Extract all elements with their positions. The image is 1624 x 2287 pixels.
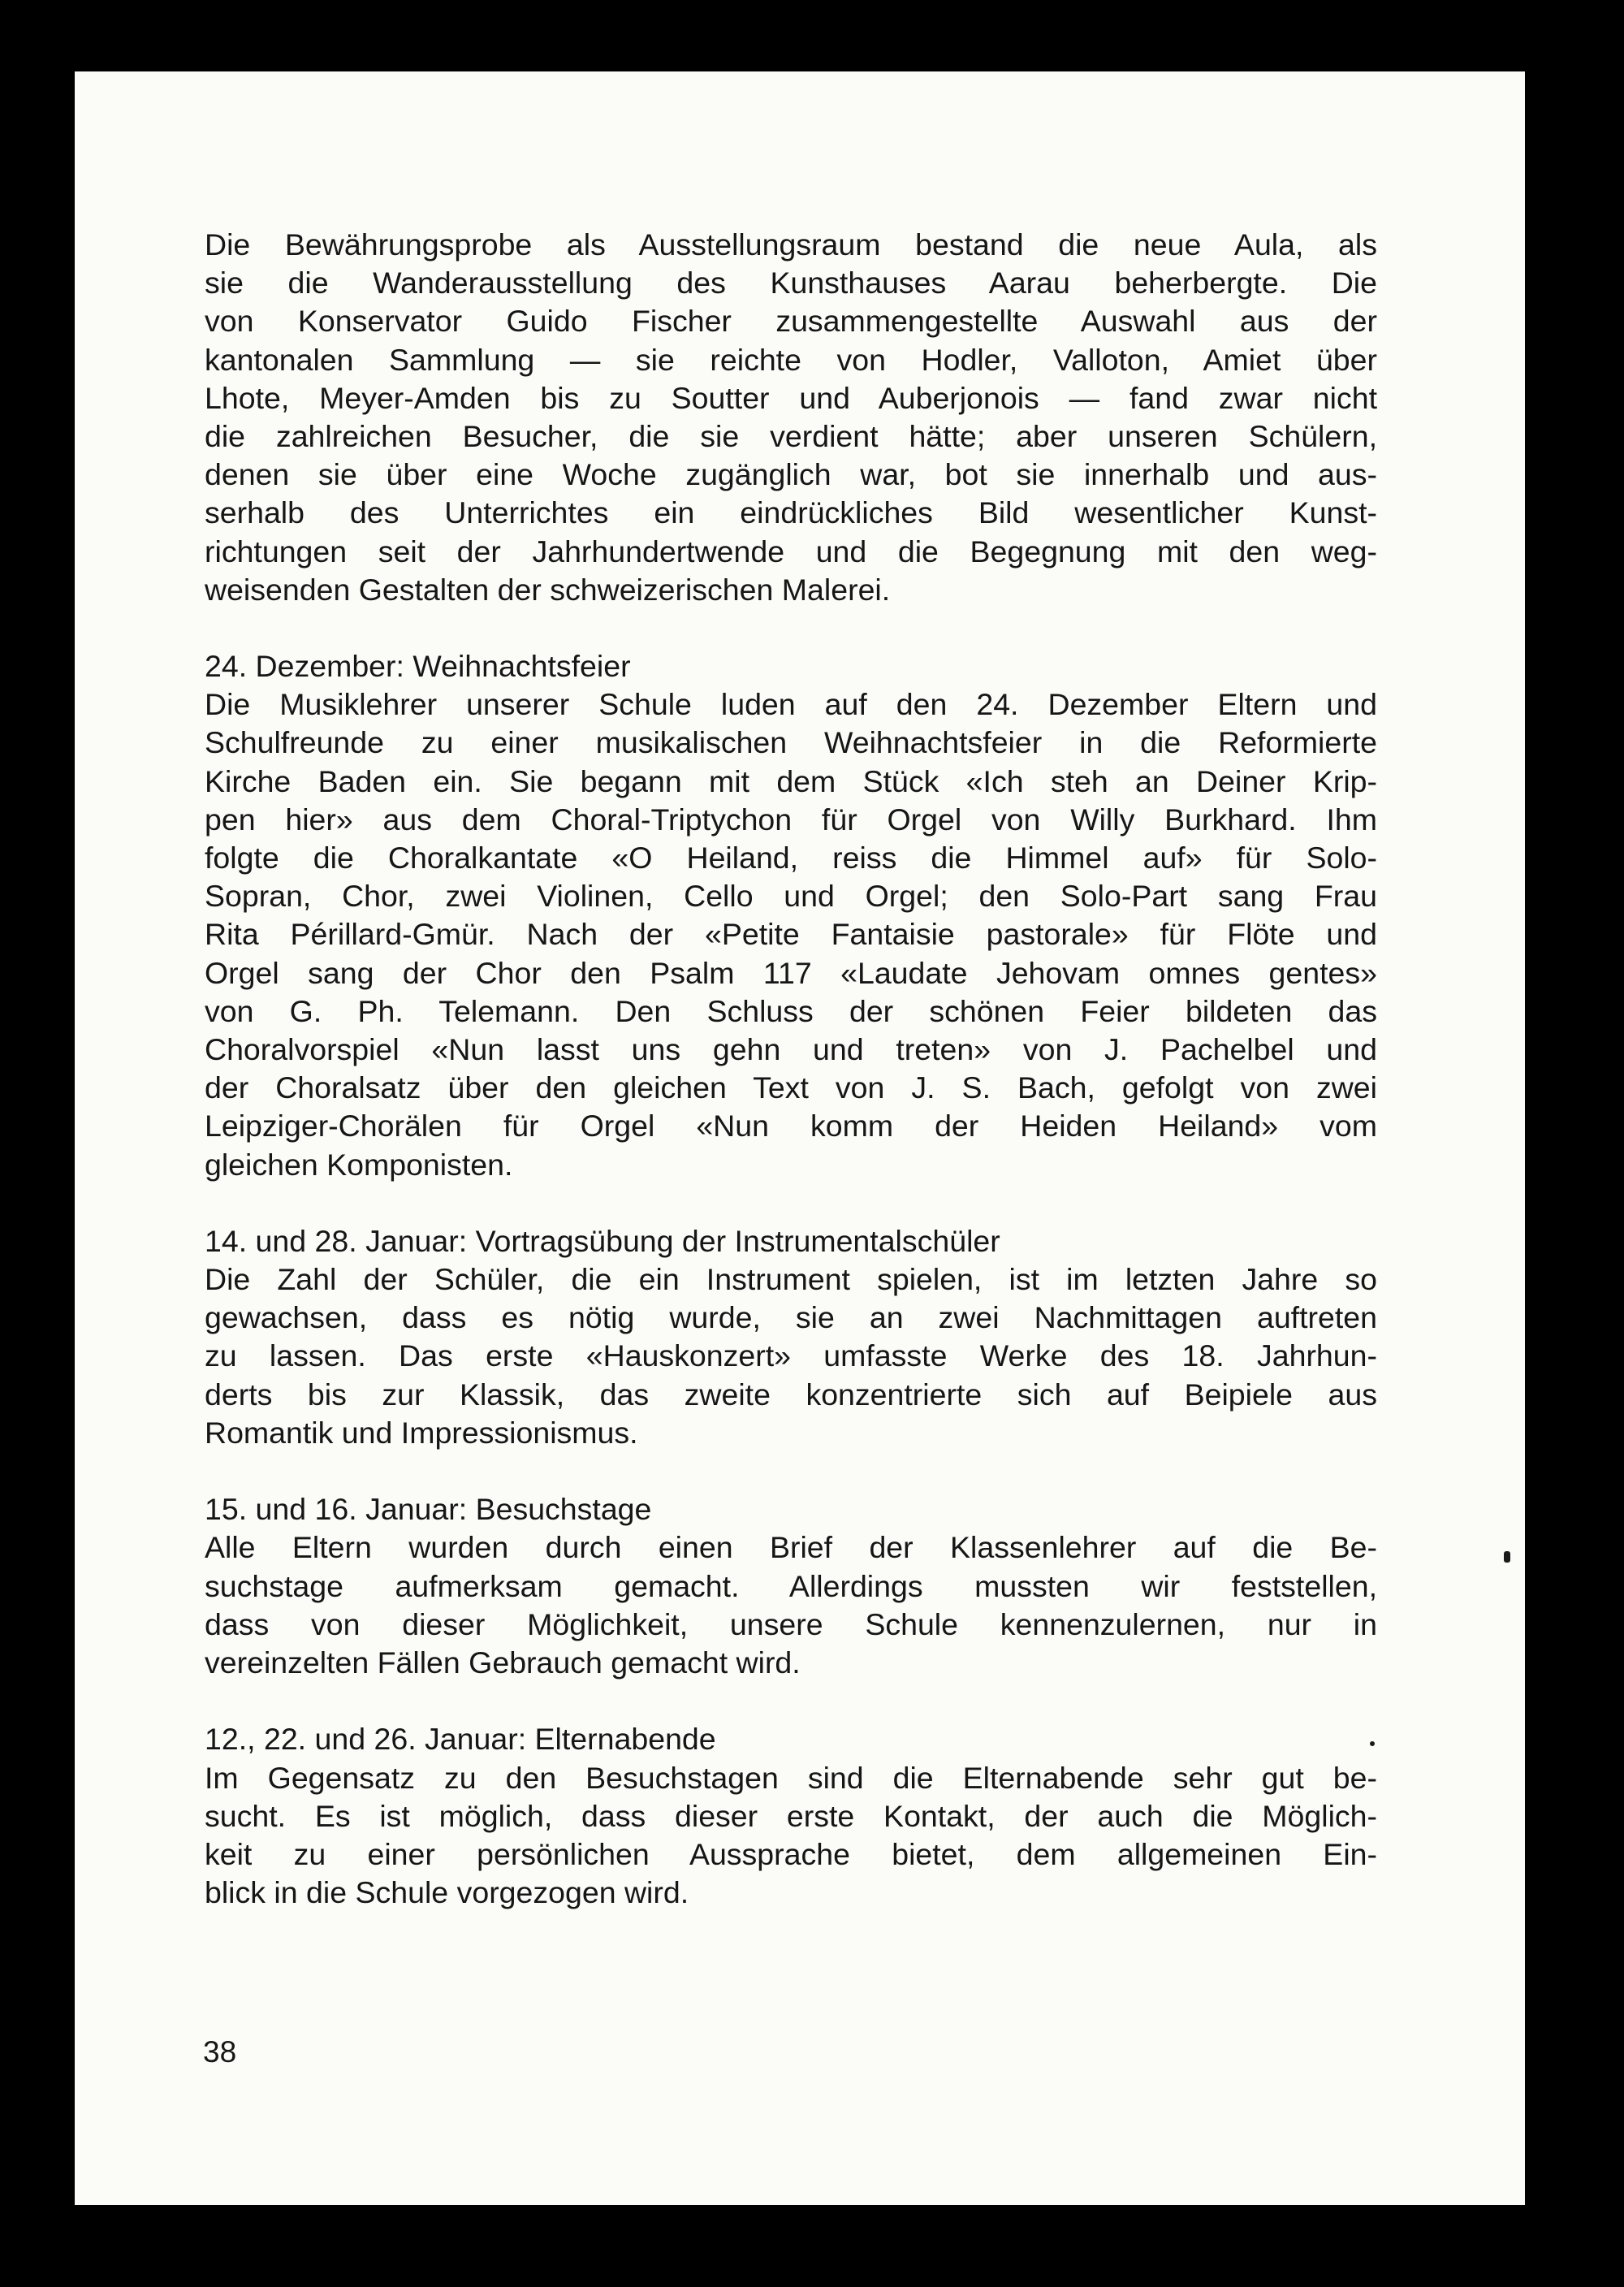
text-line: richtungen seit der Jahrhundertwende und die Begegnung mit den weg- — [205, 534, 1377, 569]
text-line: die zahlreichen Besucher, die sie verdient hätte; aber unseren Schülern, — [205, 418, 1377, 453]
document-page — [75, 71, 1525, 2205]
text-line: serhalb des Unterrichtes ein eindrückliches Bild wesentlicher Kunst- — [205, 495, 1377, 530]
text-line: pen hier» aus dem Choral-Triptychon für Orgel von Willy Burkhard. Ihm — [205, 802, 1377, 837]
text-line: keit zu einer persönlichen Aussprache bietet, dem allgemeinen Ein- — [205, 1836, 1377, 1871]
paragraph-gap — [205, 1452, 1377, 1490]
text-line: sie die Wanderausstellung des Kunsthauses Aarau beherbergte. Die — [205, 266, 1377, 300]
scan-speck — [1504, 1551, 1510, 1563]
page-body — [205, 226, 1377, 1912]
text-line: sucht. Es ist möglich, dass dieser erste Kontakt, der auch die Möglich- — [205, 1798, 1377, 1833]
text-line: Die Zahl der Schüler, die ein Instrument spielen, ist im letzten Jahre so — [205, 1262, 1377, 1297]
text-line: Im Gegensatz zu den Besuchstagen sind die Elternabende sehr gut be- — [205, 1760, 1377, 1795]
text-section — [205, 1720, 1377, 1912]
section-heading: 12., 22. und 26. Januar: Elternabende — [205, 1722, 716, 1757]
text-line: denen sie über eine Woche zugänglich war, bot sie innerhalb und aus- — [205, 457, 1377, 492]
paragraph-gap — [205, 609, 1377, 647]
text-line: von Konservator Guido Fischer zusammengestellte Auswahl aus der — [205, 304, 1377, 339]
text-line: dass von dieser Möglichkeit, unsere Schule kennenzulernen, nur in — [205, 1606, 1377, 1641]
text-line: Schulfreunde zu einer musikalischen Weihnachtsfeier in die Reformierte — [205, 725, 1377, 760]
text-line: kantonalen Sammlung — sie reichte von Hodler, Valloton, Amiet über — [205, 342, 1377, 377]
text-section — [205, 647, 1377, 1184]
text-line: Lhote, Meyer-Amden bis zu Soutter und Auberjonois — fand zwar nicht — [205, 380, 1377, 415]
text-line: Alle Eltern wurden durch einen Brief der Klassenlehrer auf die Be- — [205, 1530, 1377, 1565]
text-section — [205, 226, 1377, 609]
text-line: gleichen Komponisten. — [205, 1147, 513, 1182]
text-line: von G. Ph. Telemann. Den Schluss der schönen Feier bildeten das — [205, 993, 1377, 1028]
text-line: Rita Périllard-Gmür. Nach der «Petite Fantaisie pastorale» für Flöte und — [205, 917, 1377, 952]
paragraph-gap — [205, 1682, 1377, 1720]
text-line: vereinzelten Fällen Gebrauch gemacht wird. — [205, 1645, 801, 1680]
text-line: zu lassen. Das erste «Hauskonzert» umfasste Werke des 18. Jahrhun- — [205, 1338, 1377, 1373]
text-line: Kirche Baden ein. Sie begann mit dem Stück «Ich steh an Deiner Krip- — [205, 763, 1377, 798]
text-line: gewachsen, dass es nötig wurde, sie an zwei Nachmittagen auftreten — [205, 1300, 1377, 1335]
section-heading: 24. Dezember: Weihnachtsfeier — [205, 649, 631, 684]
text-line: Leipziger-Chorälen für Orgel «Nun komm der Heiden Heiland» vom — [205, 1109, 1377, 1144]
text-line: Choralvorspiel «Nun lasst uns gehn und treten» von J. Pachelbel und — [205, 1031, 1377, 1066]
text-line: blick in die Schule vorgezogen wird. — [205, 1875, 689, 1910]
text-line: weisenden Gestalten der schweizerischen Malerei. — [205, 572, 891, 607]
text-line: Die Musiklehrer unserer Schule luden auf den 24. Dezember Eltern und — [205, 687, 1377, 722]
section-heading: 15. und 16. Januar: Besuchstage — [205, 1492, 652, 1527]
text-line: Romantik und Impressionismus. — [205, 1415, 638, 1450]
section-heading: 14. und 28. Januar: Vortragsübung der Instrumentalschüler — [205, 1223, 1000, 1258]
text-line: Die Bewährungsprobe als Ausstellungsraum bestand die neue Aula, als — [205, 227, 1377, 262]
text-line: Orgel sang der Chor den Psalm 117 «Laudate Jehovam omnes gentes» — [205, 955, 1377, 990]
text-section — [205, 1222, 1377, 1452]
paragraph-gap — [205, 1184, 1377, 1222]
text-line: derts bis zur Klassik, das zweite konzentrierte sich auf Beipiele aus — [205, 1377, 1377, 1412]
page-number: 38 — [203, 2035, 237, 2069]
text-line: folgte die Choralkantate «O Heiland, reiss die Himmel auf» für Solo- — [205, 841, 1377, 875]
text-line: der Choralsatz über den gleichen Text von J. S. Bach, gefolgt von zwei — [205, 1070, 1377, 1105]
text-line: Sopran, Chor, zwei Violinen, Cello und Orgel; den Solo-Part sang Frau — [205, 879, 1377, 914]
text-section — [205, 1490, 1377, 1682]
scan-speck — [1370, 1741, 1375, 1746]
text-line: suchstage aufmerksam gemacht. Allerdings mussten wir feststellen, — [205, 1568, 1377, 1603]
